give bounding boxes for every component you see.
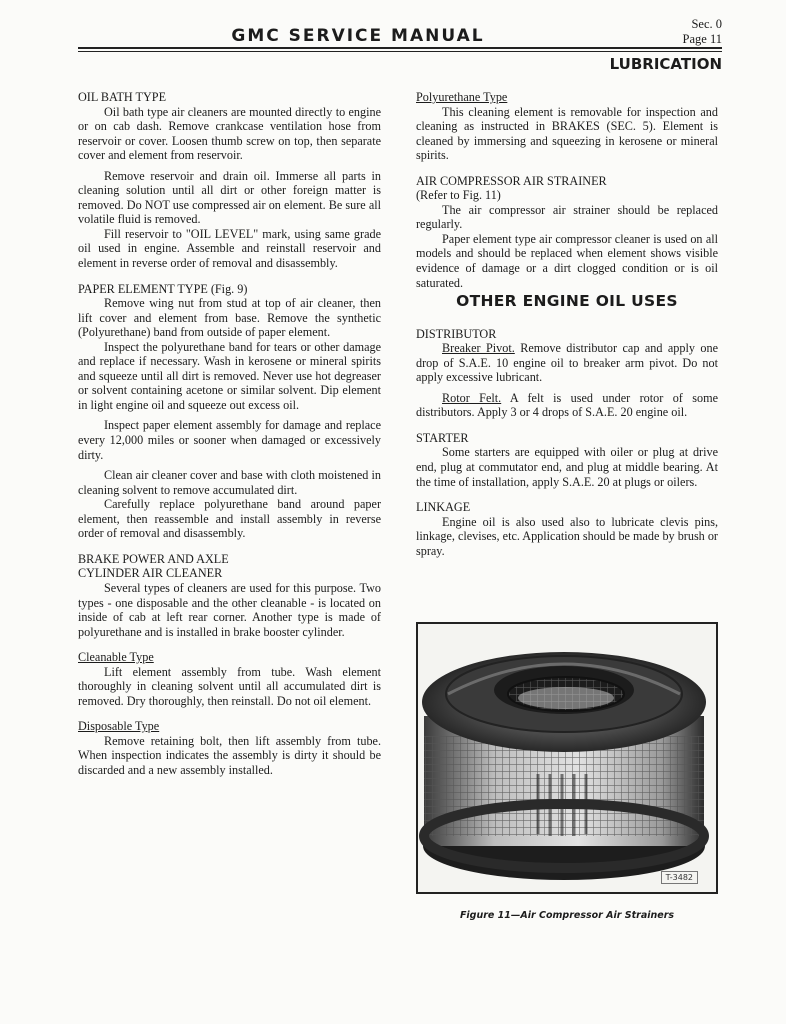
paragraph: Oil bath type air cleaners are mounted directly to engine or on cab dash. Remove crankcase ventilation hose from reservoir or cover. Loosen thumb screw on top, then separate cover and element from reservoir. xyxy=(78,104,381,163)
paragraph: Breaker Pivot. Remove distributor cap and apply one drop of S.A.E. 10 engine oil to breaker arm pivot. Do not apply excessive lubricant. xyxy=(416,341,718,385)
paragraph: Carefully replace polyurethane band around paper element, then reassemble and install assembly in reverse order of removal and disassembly. xyxy=(78,497,381,541)
paragraph: Some starters are equipped with oiler or plug at drive end, plug at commutator end, and plug at middle bearing. At the time of installation, apply S.A.E. 20 at plugs or oilers. xyxy=(416,445,718,489)
air-strainer-illustration xyxy=(418,624,716,892)
paragraph: Remove retaining bolt, then lift assembly from tube. When inspection indicates the assembly is dirty it should be discarded and a new assembly installed. xyxy=(78,733,381,777)
polyurethane-type-heading: Polyurethane Type xyxy=(416,90,508,104)
figure-reference: (Refer to Fig. 11) xyxy=(416,188,501,203)
page-number: Page 11 xyxy=(682,32,722,46)
paragraph: Rotor Felt. A felt is used under rotor of some distributors. Apply 3 or 4 drops of S.A.E. 20 engine oil. xyxy=(416,390,718,420)
paragraph: Clean air cleaner cover and base with cloth moistened in cleaning solvent to remove accumulated dirt. xyxy=(78,468,381,497)
other-engine-oil-uses-heading: OTHER ENGINE OIL USES xyxy=(456,292,678,311)
paragraph: Engine oil is also used also to lubricate clevis pins, linkage, clevises, etc. Application should be made by brush or spray. xyxy=(416,514,718,558)
paragraph: Inspect the polyurethane band for tears or other damage and replace if necessary. Wash in kerosene or mineral spirits and squeeze until all dirt is removed. Never use hot degreaser or solvent containing acetone or similar solvent. Dip element in light engine oil and squeeze out excess oil. xyxy=(78,339,381,412)
paragraph: Fill reservoir to "OIL LEVEL" mark, using same grade oil used in engine. Assemble and reinstall reservoir and element in reverse order of removal and disassembly. xyxy=(78,226,381,271)
starter-heading: STARTER xyxy=(416,430,469,445)
rotor-felt-label: Rotor Felt. xyxy=(442,390,502,405)
cleanable-type-heading: Cleanable Type xyxy=(78,650,154,665)
paper-element-heading: PAPER ELEMENT TYPE (Fig. 9) xyxy=(78,281,248,296)
breaker-pivot-label: Breaker Pivot. xyxy=(442,341,515,356)
figure-11-image xyxy=(416,622,718,894)
paragraph: Lift element assembly from tube. Wash element thoroughly in cleaning solvent until all accumulated dirt is removed. Dry thoroughly, then reinstall. Do not oil element. xyxy=(78,664,381,708)
manual-title: GMC SERVICE MANUAL xyxy=(231,26,485,46)
paragraph: Inspect paper element assembly for damage and replace every 12,000 miles or sooner when damaged or excessively dirty. xyxy=(78,418,381,462)
paragraph: Remove reservoir and drain oil. Immerse all parts in cleaning solution until all dirt or other foreign matter is removed. Do NOT use compressed air on element. Be sure all volatile fluid is removed. xyxy=(78,168,381,227)
distributor-heading: DISTRIBUTOR xyxy=(416,326,497,341)
air-compressor-heading: AIR COMPRESSOR AIR STRAINER xyxy=(416,173,607,188)
section-number: Sec. 0 xyxy=(691,17,722,31)
paragraph: This cleaning element is removable for inspection and cleaning as instructed in BRAKES (SEC. 5). Element is cleaned by immersing and squeezing in kerosene or mineral spirits. xyxy=(416,104,718,163)
right-column xyxy=(416,90,718,558)
linkage-heading: LINKAGE xyxy=(416,500,471,515)
page-reference xyxy=(683,17,722,47)
disposable-type-heading: Disposable Type xyxy=(78,719,160,734)
paragraph: The air compressor air strainer should be replaced regularly. xyxy=(416,202,718,232)
paragraph: Remove wing nut from stud at top of air cleaner, then lift cover and element from base. Remove the synthetic (Polyurethane) band from outside of paper element. xyxy=(78,296,381,340)
brake-heading-line1: BRAKE POWER AND AXLE xyxy=(78,551,229,566)
brake-heading-line2: CYLINDER AIR CLEANER xyxy=(78,566,223,581)
oil-bath-heading: OIL BATH TYPE xyxy=(78,90,167,104)
section-title: LUBRICATION xyxy=(609,55,722,73)
left-column xyxy=(78,90,381,778)
header-rule-thin xyxy=(78,51,722,52)
figure-caption: Figure 11—Air Compressor Air Strainers xyxy=(459,910,675,921)
figure-code: T-3482 xyxy=(661,871,698,884)
header-rule-thick xyxy=(78,47,722,49)
paragraph: Paper element type air compressor cleaner is used on all models and should be replaced when element shows visible evidence of damage or a dirt clogged condition or is oil saturated. xyxy=(416,231,718,290)
paragraph: Several types of cleaners are used for this purpose. Two types - one disposable and the other cleanable - is located on inside of cab at left rear corner. Another type is made of polyurethane and is installed in brake booster cylinder. xyxy=(78,580,381,639)
